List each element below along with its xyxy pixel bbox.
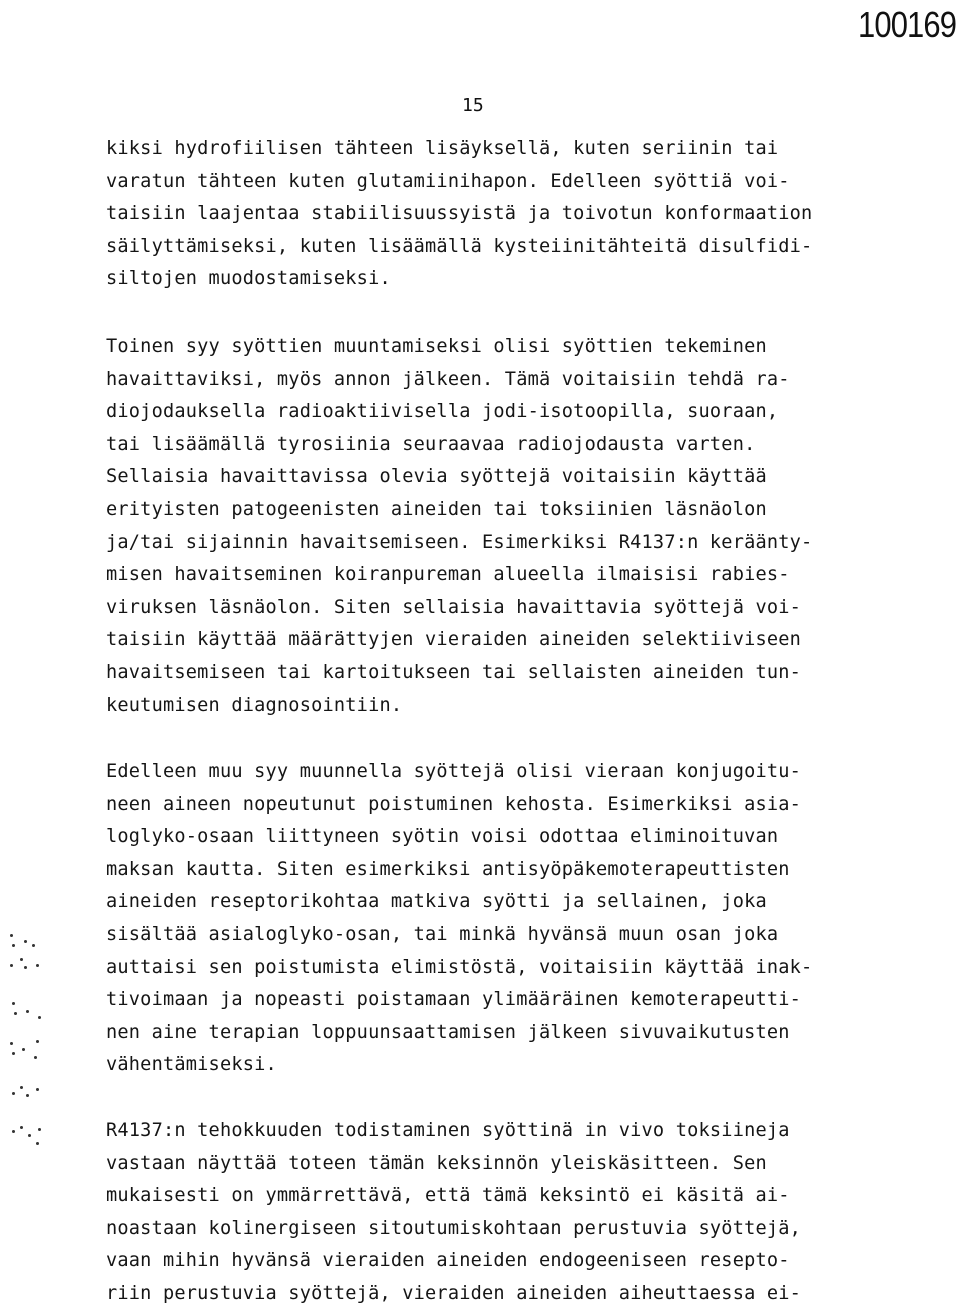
text-line: riin perustuvia syöttejä, vieraiden aineiden aiheuttaessa ei- (106, 1282, 802, 1304)
page-number: 15 (462, 95, 484, 116)
text-line: R4137:n tehokkuuden todistaminen syöttinä in vivo toksiineja (106, 1120, 790, 1141)
text-line: kiksi hydrofiilisen tähteen lisäyksellä, kuten seriinin tai (106, 138, 779, 159)
text-line: Toinen syy syöttien muuntamiseksi olisi syöttien tekeminen (106, 336, 767, 357)
document-number: 100169 (857, 4, 956, 45)
text-line: Sellaisia havaittavissa olevia syöttejä voitaisiin käyttää (106, 466, 767, 488)
text-line: auttaisi sen poistumista elimistöstä, voitaisiin käyttää inak- (106, 956, 813, 978)
text-line: aineiden reseptorikohtaa matkiva syötti ja sellainen, joka (106, 891, 767, 913)
text-line: loglyko-osaan liittyneen syötin voisi odottaa eliminoituvan (106, 826, 779, 848)
text-line: havaittaviksi, myös annon jälkeen. Tämä voitaisiin tehdä ra- (106, 368, 790, 390)
text-line: siltojen muodostamiseksi. (106, 268, 391, 290)
margin-dot-marks (6, 920, 66, 1160)
text-line: varatun tähteen kuten glutamiinihapon. Edelleen syöttiä voi- (106, 170, 790, 192)
text-line: Edelleen muu syy muunnella syöttejä olisi vieraan konjugoitu- (106, 761, 802, 782)
text-line: sisältää asialoglyko-osan, tai minkä hyvänsä muun osan joka (106, 923, 779, 945)
text-line: viruksen läsnäolon. Siten sellaisia havaittavia syöttejä voi- (106, 596, 802, 618)
text-line: vastaan näyttää toteen tämän keksinnön yleiskäsitteen. Sen (106, 1152, 767, 1174)
text-line: erityisten patogeenisten aineiden tai toksiinien läsnäolon (106, 498, 767, 520)
text-line: misen havaitseminen koiranpureman alueella ilmaisisi rabies- (106, 564, 790, 586)
paragraph-3 (106, 756, 926, 1082)
text-line: tai lisäämällä tyrosiinia seuraavaa radiojodausta varten. (106, 433, 756, 455)
text-line: säilyttämiseksi, kuten lisäämällä kysteiinitähteitä disulfidi- (106, 235, 813, 257)
text-line: vähentämiseksi. (106, 1054, 277, 1076)
paragraph-2 (106, 331, 926, 722)
text-line: maksan kautta. Siten esimerkiksi antisyöpäkemoterapeuttisten (106, 858, 790, 880)
text-line: havaitsemiseen tai kartoitukseen tai sellaisten aineiden tun- (106, 661, 802, 683)
paragraph-4 (106, 1115, 926, 1311)
text-line: tivoimaan ja nopeasti poistamaan ylimääräinen kemoterapeutti- (106, 989, 802, 1011)
paragraph-1 (106, 133, 926, 296)
text-line: mukaisesti on ymmärrettävä, että tämä keksintö ei käsitä ai- (106, 1185, 790, 1207)
text-line: noastaan kolinergiseen sitoutumiskohtaan perustuvia syöttejä, (106, 1217, 802, 1239)
text-line: keutumisen diagnosointiin. (106, 694, 403, 716)
text-line: vaan mihin hyvänsä vieraiden aineiden endogeeniseen resepto- (106, 1250, 790, 1272)
text-line: nen aine terapian loppuunsaattamisen jälkeen sivuvaikutusten (106, 1021, 790, 1043)
text-line: diojodauksella radioaktiivisella jodi-isotoopilla, suoraan, (106, 401, 779, 423)
text-line: ja/tai sijainnin havaitsemiseen. Esimerkiksi R4137:n kerääntу- (106, 531, 813, 553)
text-line: taisiin laajentaa stabiilisuussyistä ja toivotun konformaation (106, 203, 813, 225)
text-line: neen aineen nopeutunut poistuminen kehosta. Esimerkiksi asia- (106, 793, 802, 815)
text-line: taisiin käyttää määrättyjen vieraiden aineiden selektiiviseen (106, 629, 802, 651)
